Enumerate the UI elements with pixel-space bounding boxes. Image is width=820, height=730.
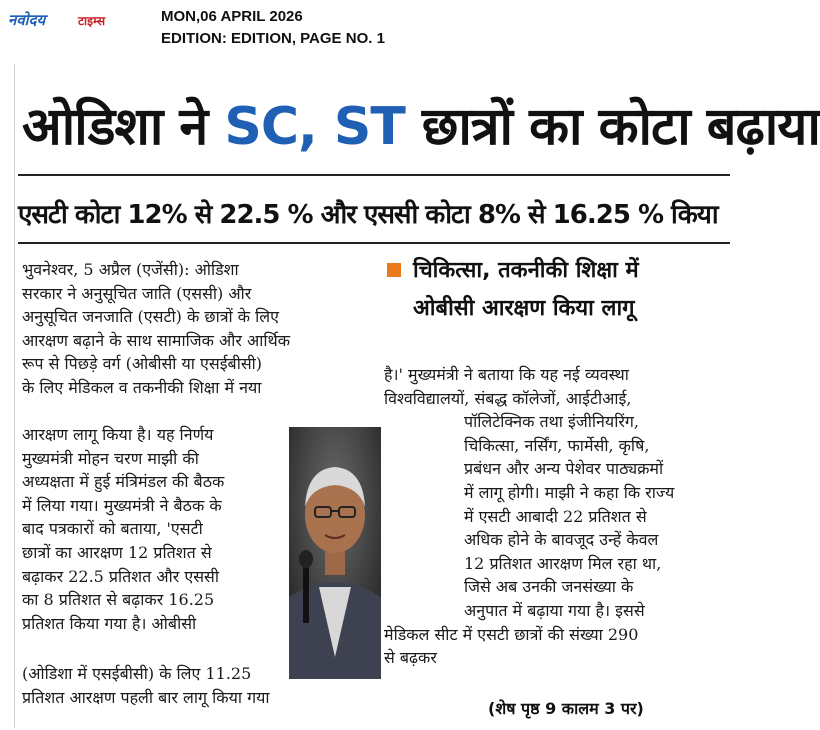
sidebar-subheading-line-1: चिकित्सा, तकनीकी शिक्षा में bbox=[413, 258, 639, 283]
divider-rule-bottom bbox=[18, 242, 730, 244]
body-line: प्रतिशत आरक्षण पहली बार लागू किया गया bbox=[22, 687, 270, 707]
right-column bbox=[384, 363, 674, 670]
body-line: आरक्षण लागू किया है। यह निर्णय bbox=[22, 425, 214, 444]
masthead bbox=[0, 0, 747, 60]
headline-accent: SC, ST bbox=[224, 97, 405, 157]
left-column-middle bbox=[22, 423, 224, 635]
body-line: बढ़ाकर 22.5 प्रतिशत और एससी bbox=[22, 566, 219, 586]
body-line: मुख्यमंत्री मोहन चरण माझी की bbox=[22, 448, 199, 468]
body-line: सरकार ने अनुसूचित जाति (एससी) और bbox=[22, 283, 252, 303]
body-line: अनुपात में बढ़ाया गया है। इससे bbox=[464, 600, 645, 620]
body-line: छात्रों का आरक्षण 12 प्रतिशत से bbox=[22, 542, 212, 562]
edition-info: EDITION: EDITION, PAGE NO. 1 bbox=[161, 30, 385, 47]
body-line: मेडिकल सीट में एसटी छात्रों की संख्या 290 bbox=[384, 624, 639, 644]
body-line: 12 प्रतिशत आरक्षण मिल रहा था, bbox=[464, 553, 662, 573]
chief-minister-photo bbox=[289, 427, 381, 679]
newspaper-logo bbox=[8, 10, 136, 32]
body-line: में लागू होगी। माझी ने कहा कि राज्य bbox=[464, 482, 675, 502]
logo-main-text: नवोदय bbox=[8, 11, 46, 29]
divider-rule-top bbox=[18, 174, 730, 176]
subheadline: एसटी कोटा 12% से 22.5 % और एससी कोटा 8% से 16.25 % किया bbox=[18, 200, 718, 230]
body-line: में लिया गया। मुख्यमंत्री ने बैठक के bbox=[22, 495, 222, 515]
headline-part-1: ओडिशा ने bbox=[22, 97, 225, 157]
headline bbox=[22, 88, 820, 166]
portrait-illustration bbox=[289, 427, 381, 679]
body-line: अधिक होने के बावजूद उन्हें केवल bbox=[464, 530, 659, 550]
sidebar-subheading-line-2: ओबीसी आरक्षण किया लागू bbox=[413, 296, 635, 321]
body-line: प्रतिशत किया गया है। ओबीसी bbox=[22, 613, 197, 633]
body-line: (ओडिशा में एसईबीसी) के लिए 11.25 bbox=[22, 664, 252, 683]
body-line: भुवनेश्वर, 5 अप्रैल (एजेंसी): ओडिशा bbox=[22, 260, 239, 279]
body-line: में एसटी आबादी 22 प्रतिशत से bbox=[464, 506, 647, 526]
body-line: के लिए मेडिकल व तकनीकी शिक्षा में नया bbox=[22, 377, 262, 397]
body-line: से बढ़कर bbox=[384, 648, 437, 668]
body-line: अनुसूचित जनजाति (एसटी) के छात्रों के लिए bbox=[22, 307, 280, 327]
sidebar-subheading bbox=[383, 255, 719, 331]
bullet-square-icon bbox=[387, 263, 401, 277]
body-line: है।' मुख्यमंत्री ने बताया कि यह नई व्यवस्था bbox=[384, 365, 629, 384]
left-column-bottom bbox=[22, 662, 270, 709]
body-line: रूप से पिछड़े वर्ग (ओबीसी या एसईबीसी) bbox=[22, 354, 263, 374]
body-line: जिसे अब उनकी जनसंख्या के bbox=[464, 577, 634, 597]
continuation-note: (शेष पृष्ठ 9 कालम 3 पर) bbox=[488, 699, 644, 718]
body-line: विश्वविद्यालयों, संबद्ध कॉलेजों, आईटीआई, bbox=[384, 388, 632, 408]
body-line: प्रबंधन और अन्य पेशेवर पाठ्यक्रमों bbox=[464, 459, 664, 479]
body-line: पॉलिटेक्निक तथा इंजीनियरिंग, bbox=[464, 412, 639, 432]
logo-sub-text: टाइम्स bbox=[78, 14, 106, 28]
body-line: बाद पत्रकारों को बताया, 'एसटी bbox=[22, 519, 203, 539]
body-line: का 8 प्रतिशत से बढ़ाकर 16.25 bbox=[22, 590, 215, 610]
headline-part-2: छात्रों का कोटा बढ़ाया bbox=[404, 97, 820, 157]
body-line: आरक्षण बढ़ाने के साथ सामाजिक और आर्थिक bbox=[22, 330, 290, 350]
body-line: चिकित्सा, नर्सिंग, फार्मेसी, कृषि, bbox=[464, 435, 650, 455]
issue-date: MON,06 APRIL 2026 bbox=[161, 8, 303, 25]
body-line: अध्यक्षता में हुई मंत्रिमंडल की बैठक bbox=[22, 472, 225, 492]
left-column-top bbox=[22, 258, 290, 400]
